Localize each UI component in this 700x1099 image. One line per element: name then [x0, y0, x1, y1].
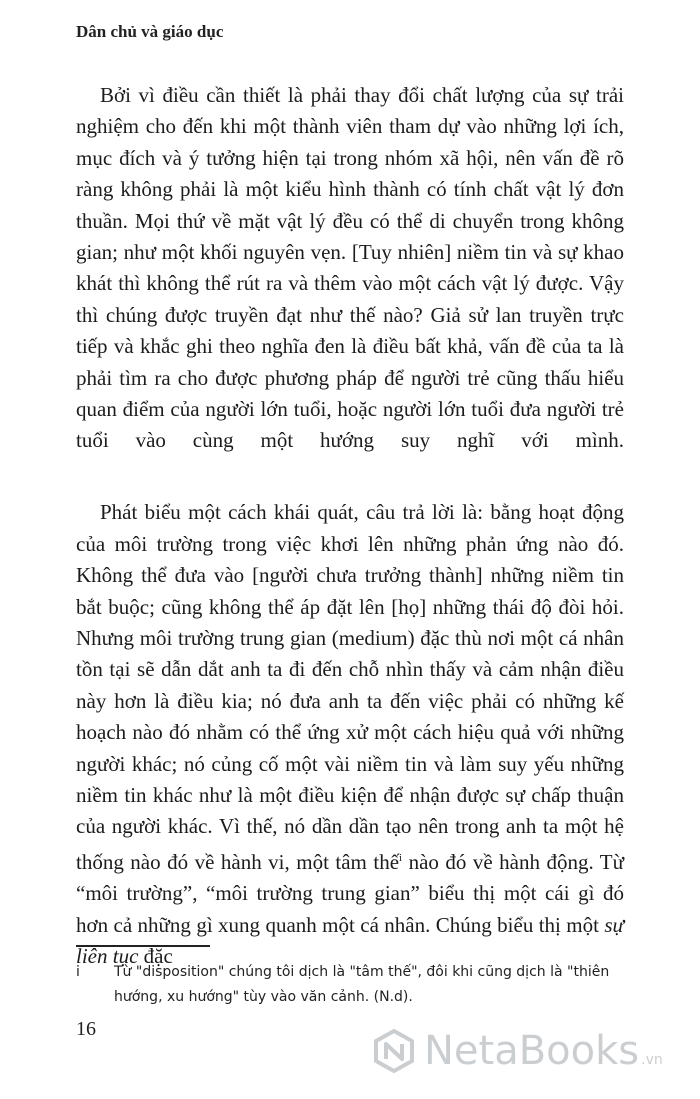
watermark-suffix: .vn	[641, 1052, 663, 1068]
footnote-separator	[76, 945, 210, 947]
paragraph-2-part-b: nào đó về hành động. Từ “môi trường”, “môi trường trung gian” biểu thị một cái gì đó hơn cả những gì xung quanh một cá nhân. Chúng biểu thị một	[76, 849, 625, 937]
footnote-text: Từ "disposition" chúng tôi dịch là "tâm thế", đôi khi cũng dịch là "thiên hướng, xu hướng" tùy vào văn cảnh. (N.d).	[114, 964, 610, 1005]
paragraph-2-part-c: đặc	[138, 943, 173, 968]
watermark-brand: NetaBooks	[424, 1028, 640, 1074]
publisher-watermark	[372, 1028, 663, 1074]
netabooks-logo-icon	[372, 1029, 416, 1073]
running-title: Dân chủ và giáo dục	[76, 22, 224, 41]
body-text	[76, 80, 624, 972]
page-number: 16	[76, 1018, 96, 1040]
paragraph-2-italic-term: sự liên tục	[76, 912, 624, 968]
paragraph-1: Bởi vì điều cần thiết là phải thay đổi chất lượng của sự trải nghiệm cho đến khi một thành viên tham dự vào những lợi ích, mục đích và ý tưởng hiện tại trong nhóm xã hội, nên vấn đề rõ ràng không phải là một kiểu hình thành có tính chất vật lý đơn thuần. Mọi thứ về mặt vật lý đều có thể di chuyển trong không gian; như một khối nguyên vẹn. [Tuy nhiên] niềm tin và sự khao khát thì không thể rút ra và thêm vào một cách vật lý được. Vậy thì chúng được truyền đạt như thế nào? Giả sử lan truyền trực tiếp và khắc ghi theo nghĩa đen là điều bất khả, vấn đề của ta là phải tìm ra cho được phương pháp để người trẻ cũng thấu hiểu quan điểm của người lớn tuổi, hoặc người lớn tuổi đưa người trẻ tuổi vào cùng một hướng suy nghĩ với mình.	[76, 83, 624, 453]
footnote	[76, 960, 624, 1010]
paragraph-2-part-a: Phát biểu một cách khái quát, câu trả lời là: bằng hoạt động của môi trường trong việc khơi lên những phản ứng nào đó. Không thể đưa vào [người chưa trưởng thành] những niềm tin bắt buộc; cũng không thể áp đặt lên [họ] những thái độ đòi hỏi. Nhưng môi trường trung gian (medium) đặc thù nơi một cá nhân tồn tại sẽ dẫn dắt anh ta đi đến chỗ nhìn thấy và cảm nhận điều này hơn là điều kia; nó đưa anh ta đến việc phải có những kế hoạch nào đó nhằm có thể ứng xử một cách hiệu quả với những người khác; nó củng cố một vài niềm tin và làm suy yếu những niềm tin khác như là một điều kiện để nhận được sự chấp thuận của người khác. Vì thế, nó dần dần tạo nên trong anh ta một hệ thống nào đó về hành vi, một tâm thế	[76, 500, 624, 874]
footnote-marker: i	[76, 964, 80, 980]
paragraph-2	[76, 497, 624, 972]
footnote-reference: i	[399, 851, 403, 864]
